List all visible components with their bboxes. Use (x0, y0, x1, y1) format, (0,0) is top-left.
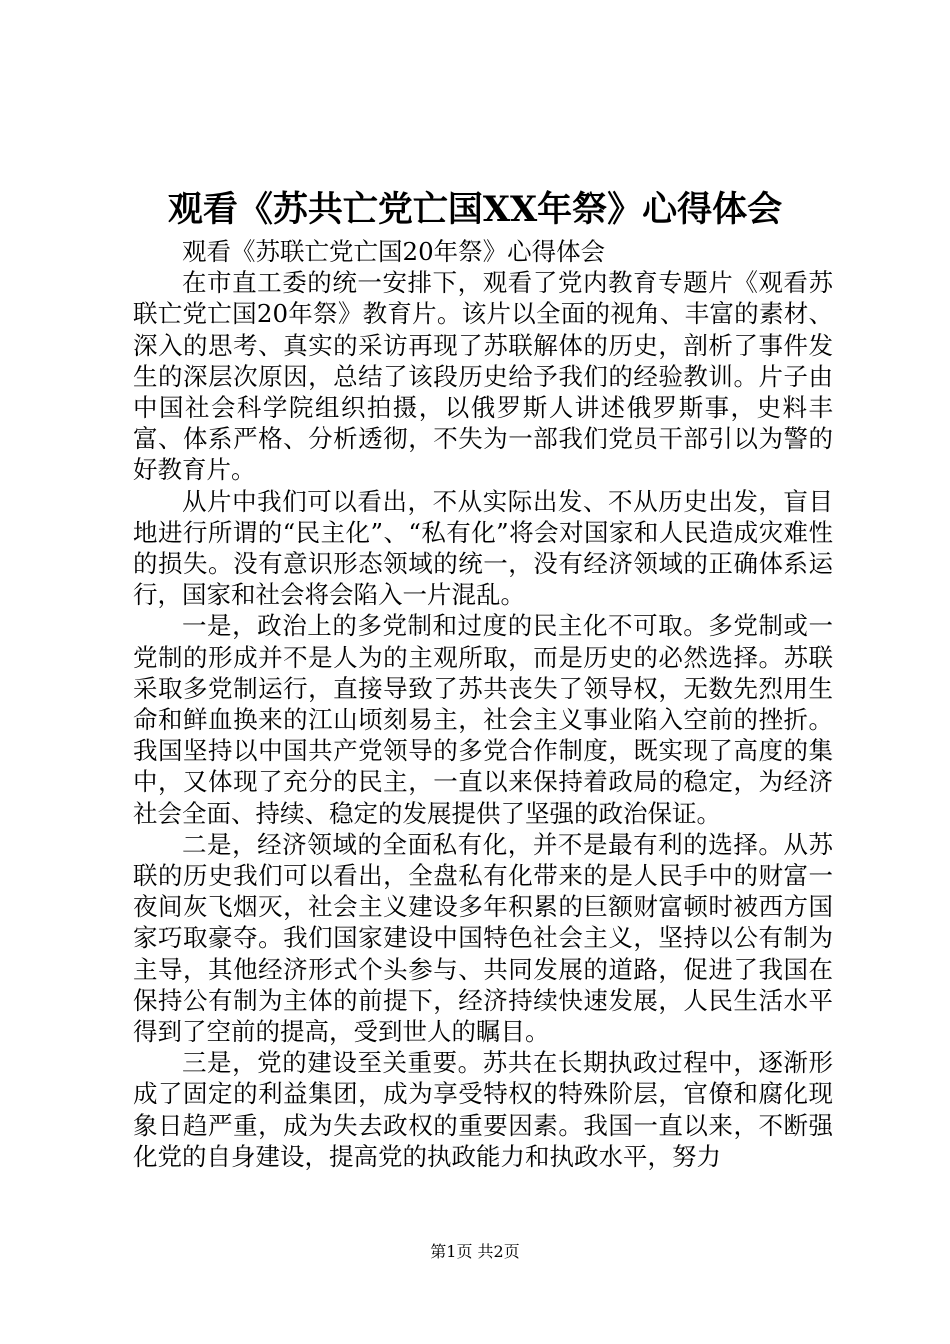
paragraph-5: 三是，党的建设至关重要。苏共在长期执政过程中，逐渐形成了固定的利益集团，成为享受特权的特殊阶层，官僚和腐化现象日趋严重，成为失去政权的重要因素。我国一直以来，不断强化党的自身建设，提高党的执政能力和执政水平，努力 (133, 1048, 833, 1171)
paragraph-3: 一是，政治上的多党制和过度的民主化不可取。多党制或一党制的形成并不是人为的主观所取，而是历史的必然选择。苏联采取多党制运行，直接导致了苏共丧失了领导权，无数先烈用生命和鲜血换来的江山顷刻易主，社会主义事业陷入空前的挫折。我国坚持以中国共产党领导的多党合作制度，既实现了高度的集中，又体现了充分的民主，一直以来保持着政局的稳定，为经济社会全面、持续、稳定的发展提供了坚强的政治保证。 (133, 611, 833, 828)
paragraph-4: 二是，经济领域的全面私有化，并不是最有利的选择。从苏联的历史我们可以看出，全盘私有化带来的是人民手中的财富一夜间灰飞烟灭，社会主义建设多年积累的巨额财富顿时被西方国家巧取豪夺。我们国家建设中国特色社会主义，坚持以公有制为主导，其他经济形式个头参与、共同发展的道路，促进了我国在保持公有制为主体的前提下，经济持续快速发展，人民生活水平得到了空前的提高，受到世人的瞩目。 (133, 829, 833, 1047)
paragraph-2: 从片中我们可以看出，不从实际出发、不从历史出发，盲目地进行所谓的“民主化”、“私有化”将会对国家和人民造成灾难性的损失。没有意识形态领域的统一，没有经济领域的正确体系运行，国家和社会将会陷入一片混乱。 (133, 486, 833, 610)
document-title: 观看《苏共亡党亡国XX年祭》心得体会 (167, 189, 783, 230)
paragraph-1: 在市直工委的统一安排下，观看了党内教育专题片《观看苏联亡党亡国20年祭》教育片。该片以全面的视角、丰富的素材、深入的思考、真实的采访再现了苏联解体的历史，剖析了事件发生的深层次原因，总结了该段历史给予我们的经验教训。片子由中国社会科学院组织拍摄，以俄罗斯人讲述俄罗斯事，史料丰富、体系严格、分析透彻，不失为一部我们党员干部引以为警的好教育片。 (133, 268, 833, 485)
document-subtitle: 观看《苏联亡党亡国20年祭》心得体会 (182, 237, 606, 266)
page-footer: 第1页 共2页 (430, 1242, 520, 1261)
document-body (133, 236, 833, 1172)
